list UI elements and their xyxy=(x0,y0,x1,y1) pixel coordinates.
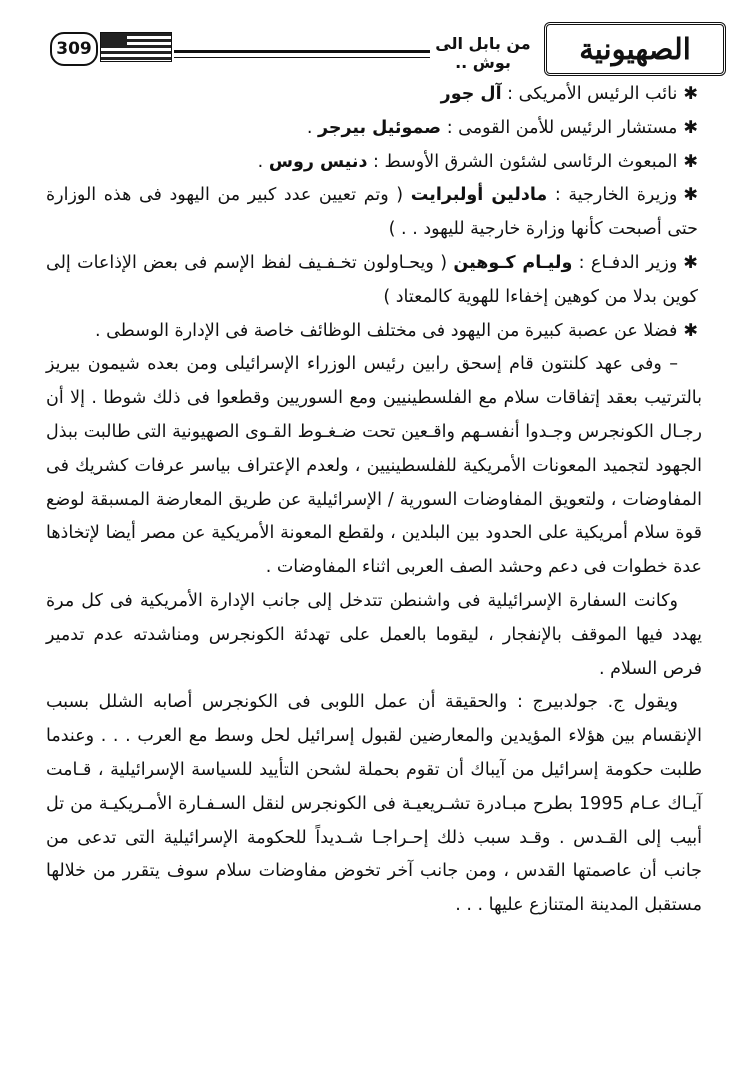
bullet-name: آل جور xyxy=(440,84,502,104)
bullet-item xyxy=(46,179,702,247)
body-paragraph: ويقول ج. جولدبيرج : والحقيقة أن عمل اللوبى فى الكونجرس أصابه الشلل بسبب الإنقسام بين هؤلاء المؤيدين والمعارضين لقبول إسرائيل لحل وسط مع العرب . . . وعندما طلبت حكومة إسرائيل من آيباك أن تقوم بحملة لشحن التأييد للسياسة الإسرائيلية ، قـامت آيـاك عـام 1995 بطرح مبـادرة تشـريعيـة فى الكونجرس لنقل السـفـارة الأمـريكيـة من تل أبيب إلى القـدس . وقـد سبب ذلك إحـراجـا شـديداً للحكومة الإسرائيلية التى تدعى من جانب أن عاصمتها القدس ، ومن جانب آخر تخوض مفاوضات سلام سوف يتقرر من خلالها مستقبل المدينة المتنازع عليها . . . xyxy=(46,692,702,916)
bullet-tail: ( ويحـاولون تخـفـيف لفظ الإسم فى بعض الإذاعات إلى كوين بدلا من كوهين إخفاءا للهوية كالمعتاد ) xyxy=(46,252,698,307)
bullet-name: صموئيل بيرجر xyxy=(317,117,442,138)
bullet-item xyxy=(46,112,702,146)
asterisk-bullet-icon: ✱ xyxy=(683,320,698,341)
bullet-name: مادلين أولبرايت xyxy=(410,185,548,206)
asterisk-bullet-icon: ✱ xyxy=(683,117,698,138)
page-number: 309 xyxy=(50,32,98,66)
bullet-label: وزير الدفـاع : xyxy=(578,252,678,273)
bullet-label: المبعوث الرئاسى لشئون الشرق الأوسط : xyxy=(373,151,678,172)
running-header xyxy=(18,22,726,74)
header-rule xyxy=(174,50,430,58)
bullet-tail: . xyxy=(306,117,318,138)
bullet-item xyxy=(46,315,702,349)
asterisk-bullet-icon: ✱ xyxy=(683,84,698,104)
bullet-tail: ( وتم تعيين عدد كبير من اليهود فى هذه الوزارة حتى أصبحت كأنها وزارة خارجية لليهود . . ) xyxy=(46,185,698,240)
bullet-label: مستشار الرئيس للأمن القومى : xyxy=(446,117,678,138)
bullet-label: وزيرة الخارجية : xyxy=(554,185,678,206)
body-paragraph: وكانت السفارة الإسرائيلية فى واشنطن تتدخل إلى جانب الإدارة الأمريكية فى كل مرة يهدد فيها الموقف بالإنفجار ، ليقوما بالعمل على تهدئة الكونجرس ومناشدته عدم تدمير فرص السلام . xyxy=(46,590,702,679)
bullet-item xyxy=(46,78,702,112)
bullet-label: فضلا عن عصبة كبيرة من اليهود فى مختلف الوظائف خاصة فى الإدارة الوسطى . xyxy=(95,320,678,341)
bullet-item xyxy=(46,146,702,180)
asterisk-bullet-icon: ✱ xyxy=(683,185,699,206)
bullet-label: نائب الرئيس الأمريكى : xyxy=(507,84,678,104)
bullet-item xyxy=(46,247,702,315)
page-body xyxy=(46,78,702,923)
asterisk-bullet-icon: ✱ xyxy=(683,252,698,273)
american-flag-icon xyxy=(100,32,172,62)
bullet-name: دنيس روس xyxy=(268,151,368,172)
chapter-subtitle: من بابل الى بوش .. xyxy=(435,34,531,72)
body-paragraph: – وفى عهد كلنتون قام إسحق رابين رئيس الوزراء الإسرائيلى ومن بعده شيمون بيريز بالترتيب بعقد إتفاقات سلام مع الفلسطينيين ومع السوريين وقطعوا فى ذلك شوطا . إلا أن رجـال الكونجرس وجـدوا أنفسـهم واقـعين تحت ضـغـوط القـوى الصهيونية التى طالبت ببذل الجهود لتجميد المعونات الأمريكية للفلسطينيين ، ولعدم الإعتراف بياسر عرفات كشريك فى المفاوضات ، ولتعويق المفاوضات السورية / الإسرائيلية عن طريق المعارضة المسبقة لوضع قوة سلام أمريكية على الحدود بين البلدين ، ولقطع المعونة الأمريكية عن مصر أيضا لإتخاذها عدة خطوات فى دعم وحشد الصف العربى اثناء المفاوضات . xyxy=(46,354,702,578)
bullet-tail: . xyxy=(257,151,269,172)
asterisk-bullet-icon: ✱ xyxy=(683,151,698,172)
book-series-title: الصهيونية xyxy=(544,22,726,76)
bullet-name: وليـام كـوهين xyxy=(453,252,573,273)
